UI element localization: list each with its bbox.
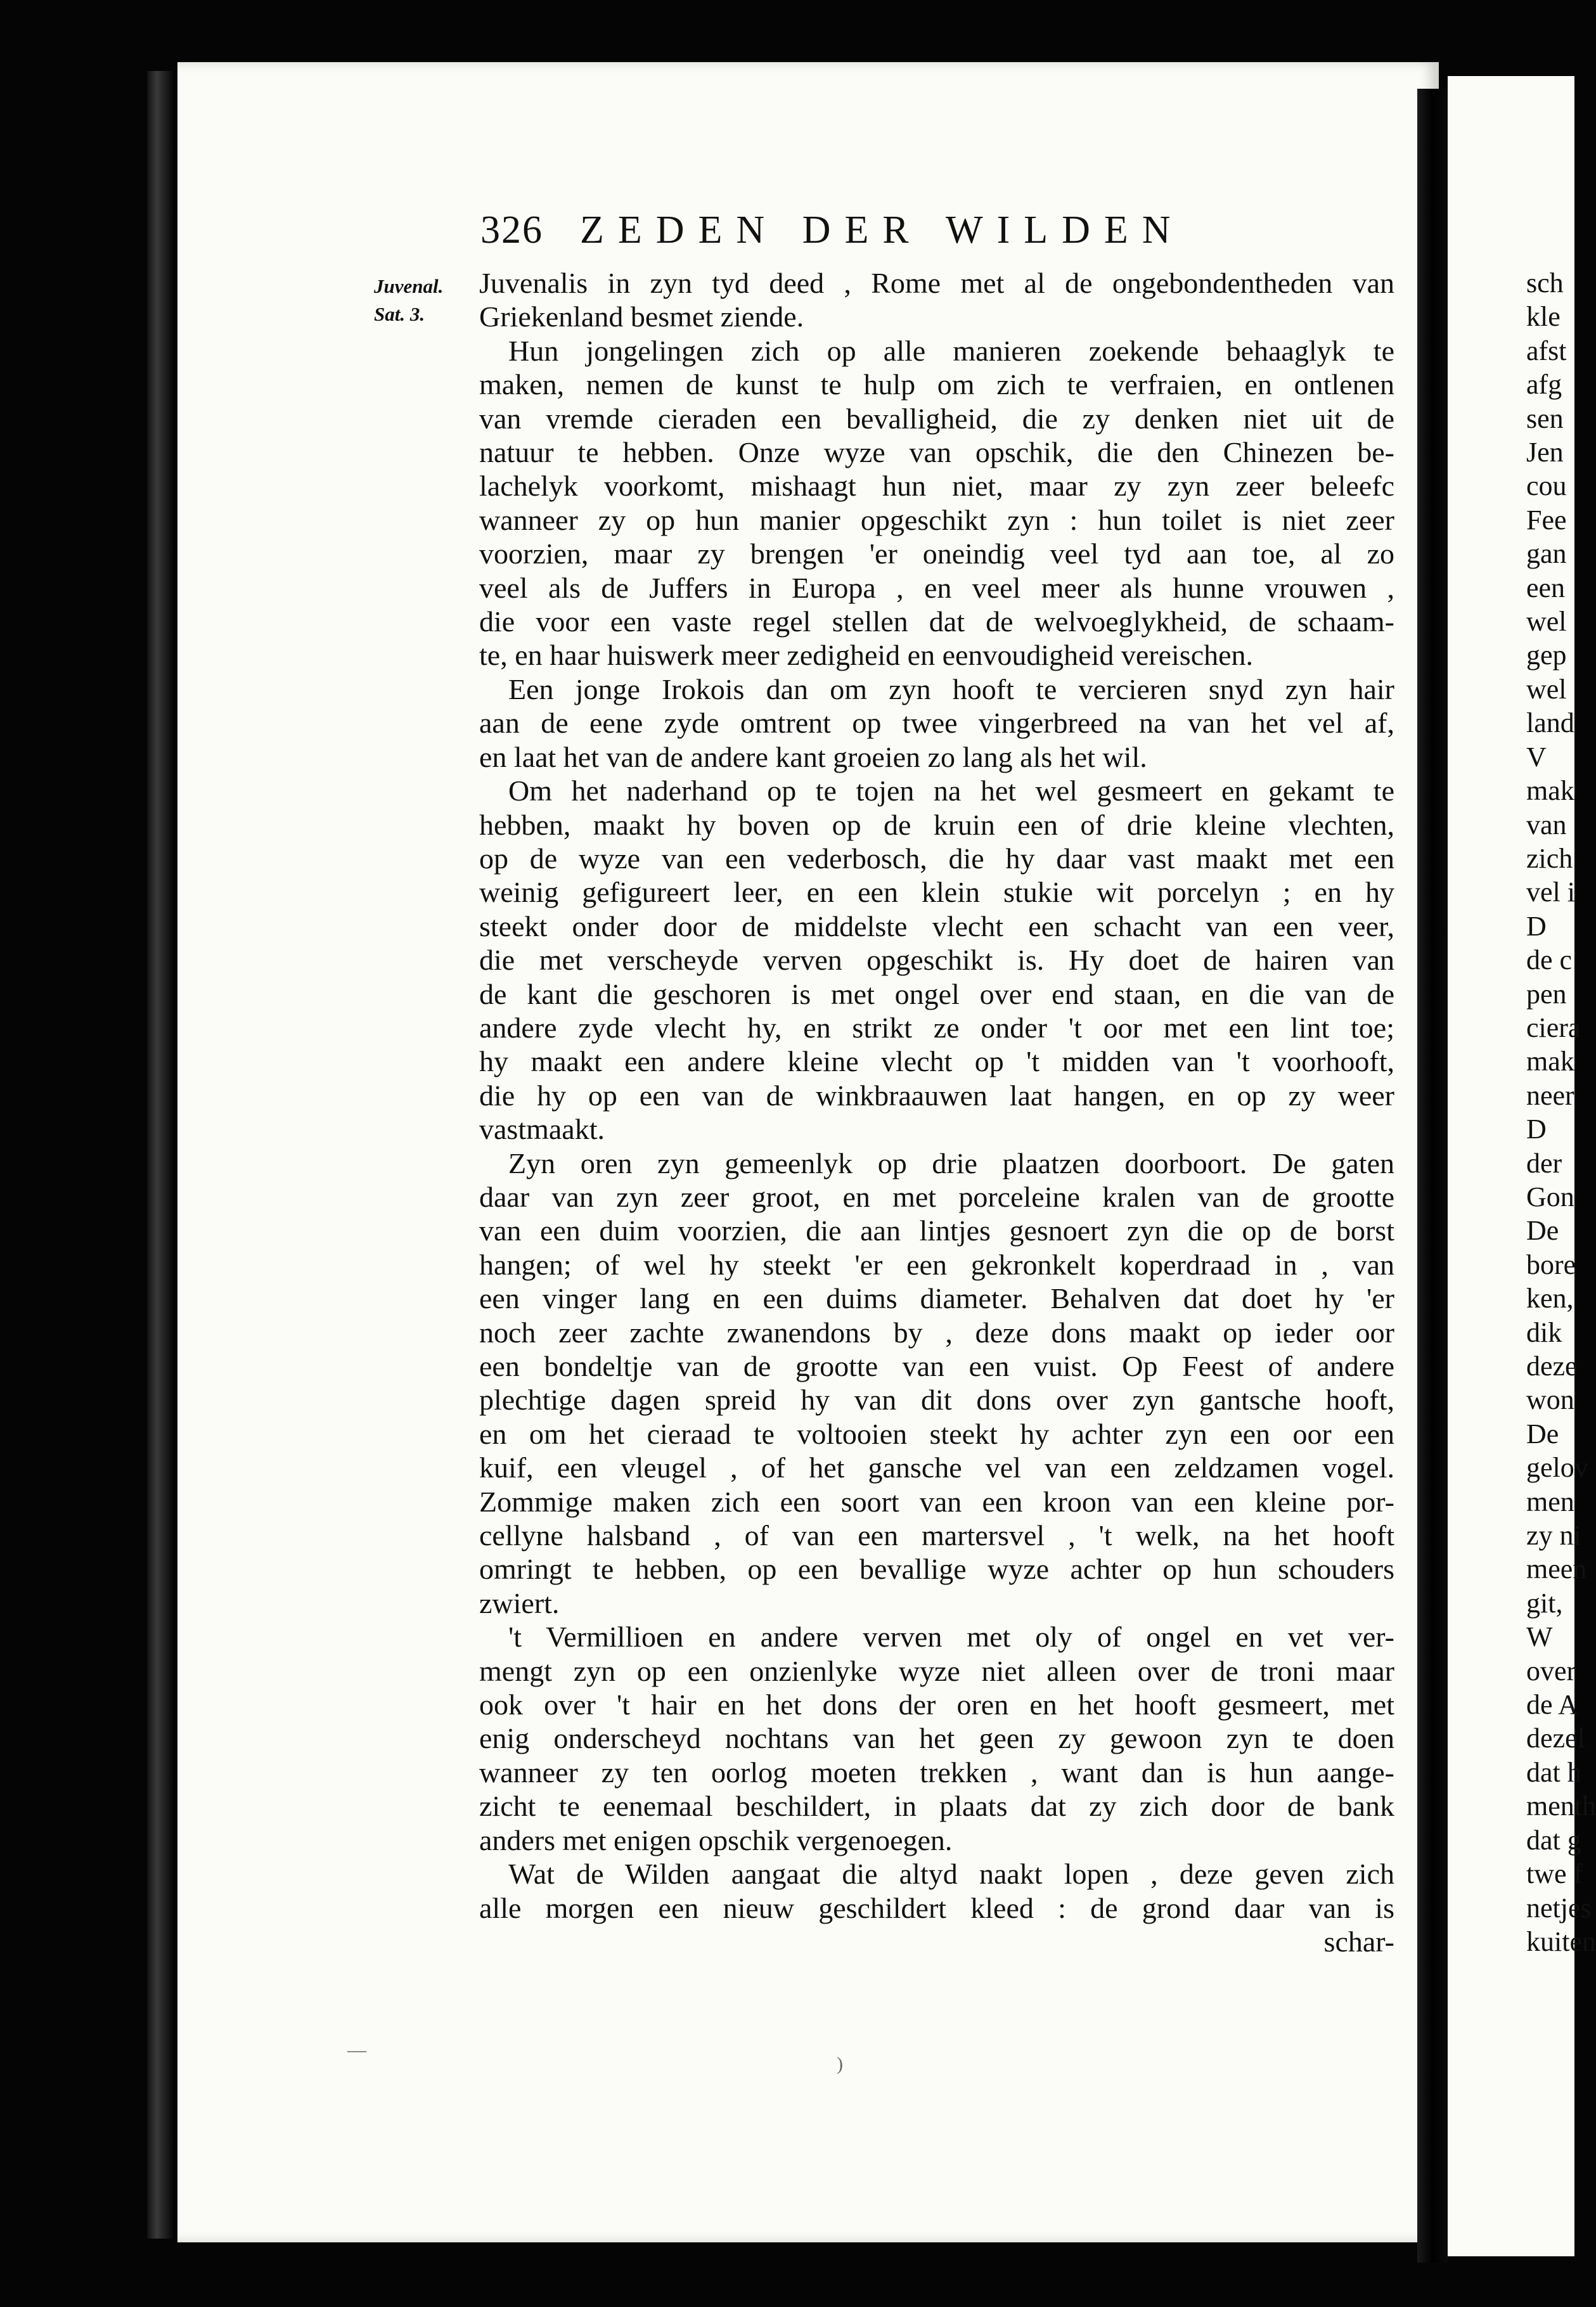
- text-line: Juvenalis in zyn tyd deed , Rome met al de ongebondentheden van: [479, 267, 1394, 299]
- text-line: wanneer zy ten oorlog moeten trekken , want dan is hun aange-: [479, 1756, 1394, 1789]
- text-line: mengt zyn op een onzienlyke wyze niet alleen over de troni maar: [479, 1654, 1394, 1687]
- right-page-fragment: bore: [1526, 1249, 1576, 1280]
- page-gutter: [1417, 89, 1448, 2263]
- right-page-fragment: vel i: [1526, 877, 1575, 908]
- text-line: een bondeltje van de grootte van een vuist. Op Feest of andere: [479, 1350, 1394, 1382]
- text-line: maken, nemen de kunst te hulp om zich te verfraien, en ontlenen: [479, 368, 1394, 401]
- right-page-fragment: dat h: [1526, 1756, 1581, 1788]
- right-page-fragment: de A: [1526, 1689, 1578, 1721]
- right-page-fragment: men: [1526, 1486, 1574, 1517]
- text-line: Een jonge Irokois dan om zyn hooft te vercieren snyd zyn hair: [508, 672, 1394, 705]
- right-page-fragment: ken,: [1526, 1283, 1574, 1314]
- right-page-fragment: sen: [1526, 402, 1564, 434]
- right-page-fragment: land: [1526, 707, 1574, 739]
- right-page-fragment: zich: [1526, 842, 1573, 874]
- right-page-fragment: won: [1526, 1384, 1574, 1416]
- right-page-fragment: kle: [1526, 301, 1561, 333]
- text-line: kuif, een vleugel , of het gansche vel van een zeldzamen vogel.: [479, 1451, 1394, 1484]
- text-line: 't Vermillioen en andere verven met oly of ongel en vet ver-: [508, 1621, 1394, 1654]
- text-line: die met verscheyde verven opgeschikt is. Hy doet de hairen van: [479, 944, 1394, 977]
- right-page-fragment: Fee: [1526, 504, 1567, 536]
- right-page-fragment: gelov: [1526, 1452, 1588, 1484]
- right-page-text: [1526, 266, 1596, 1958]
- right-page-fragment: zy ni: [1526, 1520, 1581, 1552]
- right-page-fragment: ciera: [1526, 1012, 1581, 1043]
- right-page-fragment: W: [1526, 1621, 1553, 1653]
- right-page-fragment: een: [1526, 572, 1566, 603]
- text-line: voorzien, maar zy brengen 'er oneindig veel tyd aan toe, al zo: [479, 537, 1394, 570]
- text-line: veel als de Juffers in Europa , en veel meer als hunne vrouwen ,: [479, 571, 1394, 604]
- text-line: Hun jongelingen zich op alle manieren zoekende behaaglyk te: [508, 334, 1394, 367]
- right-page-fragment: wel: [1526, 673, 1567, 705]
- text-line: te, en haar huiswerk meer zedigheid en eenvoudigheid vereischen.: [479, 639, 1254, 672]
- right-page-fragment: dat g: [1526, 1824, 1581, 1856]
- text-line: hebben, maakt hy boven op de kruin een of drie kleine vlechten,: [479, 808, 1394, 841]
- text-line: Zommige maken zich een soort van een kroon van een kleine por-: [479, 1485, 1394, 1518]
- right-page-fragment: over: [1526, 1655, 1576, 1687]
- right-page-fragment: D: [1526, 910, 1547, 942]
- right-page-fragment: menth: [1526, 1790, 1596, 1822]
- right-page-fragment: dezel: [1526, 1723, 1585, 1754]
- right-page-fragment: Gon: [1526, 1181, 1574, 1212]
- text-line: Griekenland besmet ziende.: [479, 300, 804, 333]
- right-page-fragment: mak: [1526, 1046, 1574, 1077]
- catchword: schar-: [1323, 1925, 1394, 1958]
- text-line: hy maakt een andere kleine vlecht op 't midden van 't voorhooft,: [479, 1045, 1394, 1078]
- right-page-fragment: D: [1526, 1114, 1547, 1145]
- running-header: [480, 208, 1222, 253]
- text-line: ook over 't hair en het dons der oren en het hooft gesmeert, met: [479, 1688, 1394, 1721]
- right-page-fragment: git,: [1526, 1587, 1563, 1619]
- right-page-fragment: sch: [1526, 267, 1564, 299]
- text-line: noch zeer zachte zwanendons by , deze dons maakt op ieder oor: [479, 1316, 1394, 1349]
- page-number: 326: [480, 209, 543, 252]
- smudge-mark: —: [347, 2040, 366, 2060]
- text-line: alle morgen een nieuw geschildert kleed : de grond daar van is: [479, 1891, 1394, 1924]
- text-line: natuur te hebben. Onze wyze van opschik, die den Chinezen be-: [479, 436, 1394, 469]
- right-page-fragment: gan: [1526, 538, 1567, 570]
- text-line: cellyne halsband , of van een martersvel , 't welk, na het hooft: [479, 1519, 1394, 1552]
- running-title: ZEDEN DER WILDEN: [580, 209, 1185, 252]
- right-page-fragment: cou: [1526, 470, 1567, 502]
- text-line: aan de eene zyde omtrent op twee vingerbreed na van het vel af,: [479, 707, 1394, 740]
- right-page-fragment: der: [1526, 1147, 1562, 1179]
- right-page-fragment: De: [1526, 1418, 1559, 1449]
- text-line: weinig gefigureert leer, en een klein stukie wit porcelyn ; en hy: [479, 876, 1394, 909]
- right-page-fragment: netjes: [1526, 1892, 1592, 1924]
- text-line: zwiert.: [479, 1586, 560, 1619]
- right-page-fragment: De: [1526, 1215, 1559, 1247]
- text-line: en om het cieraad te voltooien steekt hy achter zyn een oor een: [479, 1417, 1394, 1450]
- text-line: een vinger lang en een duims diameter. Behalven dat doet hy 'er: [479, 1282, 1394, 1315]
- text-line: van vremde cieraden een bevalligheid, die zy denken niet uit de: [479, 402, 1394, 435]
- text-line: van een duim voorzien, die aan lintjes gesnoert zyn die op de borst: [479, 1214, 1394, 1247]
- right-page-fragment: afg: [1526, 369, 1562, 401]
- book-spine: [147, 71, 175, 2239]
- right-page-fragment: de c: [1526, 944, 1573, 976]
- text-line: daar van zyn zeer groot, en met porceleine kralen van de grootte: [479, 1180, 1394, 1213]
- right-page-fragment: neer: [1526, 1079, 1574, 1111]
- right-page-fragment: gep: [1526, 639, 1567, 671]
- text-line: op de wyze van een vederbosch, die hy daar vast maakt met een: [479, 842, 1394, 875]
- text-line: Om het naderhand op te tojen na het wel gesmeert en gekamt te: [508, 774, 1394, 807]
- right-page-fragment: V: [1526, 741, 1547, 773]
- text-line: wanneer zy op hun manier opgeschikt zyn : hun toilet is niet zeer: [479, 503, 1394, 536]
- right-page-fragment: dik: [1526, 1316, 1562, 1348]
- text-line: anders met enigen opschik vergenoegen.: [479, 1823, 953, 1856]
- right-page-fragment: wel: [1526, 606, 1567, 638]
- text-line: plechtige dagen spreid hy van dit dons over zyn gantsche hooft,: [479, 1384, 1394, 1417]
- text-line: steekt onder door de middelste vlecht een schacht van een veer,: [479, 909, 1394, 942]
- right-page-fragment: twe f: [1526, 1858, 1583, 1890]
- right-page-fragment: kuiten: [1526, 1925, 1596, 1957]
- right-page-fragment: afst: [1526, 335, 1567, 366]
- margin-note-line: Sat. 3.: [374, 303, 425, 325]
- smudge-mark: ): [837, 2053, 843, 2074]
- right-page-fragment: pen: [1526, 978, 1567, 1010]
- text-line: zicht te eenemaal beschildert, in plaats dat zy zich door de bank: [479, 1790, 1394, 1823]
- right-page-fragment: deze: [1526, 1351, 1578, 1382]
- text-line: en laat het van de andere kant groeien zo lang als het wil.: [479, 740, 1147, 773]
- text-line: Wat de Wilden aangaat die altyd naakt lopen , deze geven zich: [508, 1858, 1394, 1891]
- text-line: andere zyde vlecht hy, en strikt ze onder 't oor met een lint toe;: [479, 1011, 1394, 1044]
- text-line: de kant die geschoren is met ongel over end staan, en die van de: [479, 977, 1394, 1010]
- text-line: omringt te hebben, op een bevallige wyze achter op hun schouders: [479, 1553, 1394, 1586]
- text-line: lachelyk voorkomt, mishaagt hun niet, maar zy zyn zeer beleefc: [479, 470, 1394, 503]
- right-page-fragment: van: [1526, 809, 1567, 840]
- right-page-fragment: mak: [1526, 775, 1574, 807]
- margin-note: [374, 273, 469, 328]
- right-page-fragment: meen: [1526, 1553, 1587, 1585]
- right-page-fragment: Jen: [1526, 437, 1564, 468]
- text-line: enig onderscheyd nochtans van het geen zy gewoon zyn te doen: [479, 1722, 1394, 1755]
- text-line: Zyn oren zyn gemeenlyk op drie plaatzen doorboort. De gaten: [508, 1147, 1394, 1179]
- text-line: die hy op een van de winkbraauwen laat hangen, en op zy weer: [479, 1079, 1394, 1112]
- text-line: die voor een vaste regel stellen dat de welvoeglykheid, de schaam-: [479, 605, 1394, 638]
- text-line: vastmaakt.: [479, 1113, 605, 1146]
- text-line: hangen; of wel hy steekt 'er een gekronkelt koperdraad in , van: [479, 1248, 1394, 1281]
- body-text: [479, 266, 1394, 1958]
- margin-note-line: Juvenal.: [374, 275, 444, 297]
